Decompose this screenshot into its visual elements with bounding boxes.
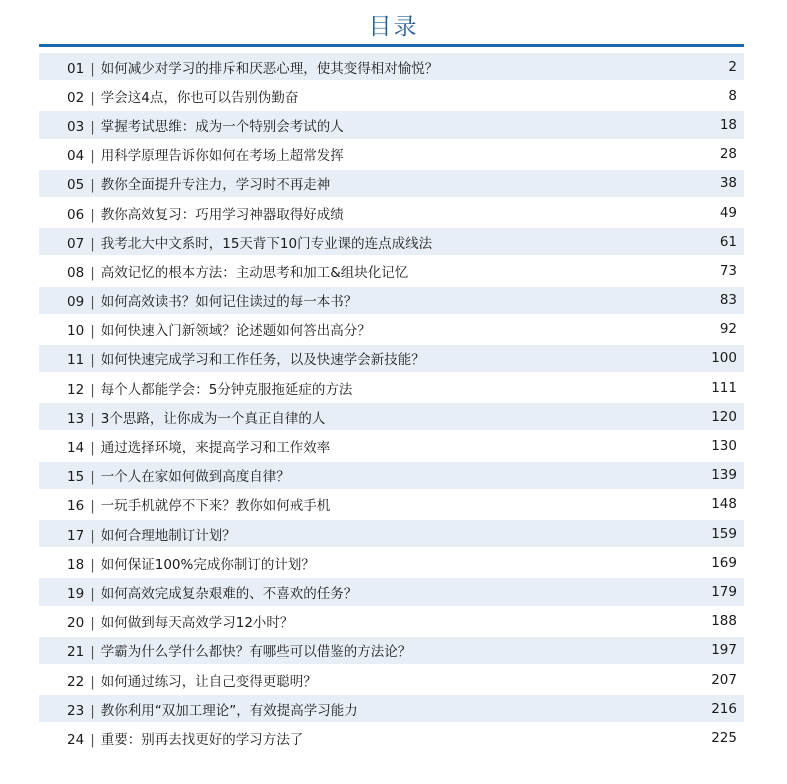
toc-entry-title: 如何快速入门新领域？论述题如何答出高分？ [100, 323, 371, 340]
toc-entry-page-number: 83 [719, 292, 737, 309]
toc-entry-separator: | [90, 323, 95, 340]
toc-entry-number: 17 [67, 527, 85, 544]
toc-entry-title: 教你利用“双加工理论”，有效提高学习能力 [100, 702, 358, 719]
toc-entry-separator: | [90, 527, 95, 544]
toc-entry-number: 14 [67, 440, 85, 457]
toc-entry-separator: | [90, 235, 95, 252]
toc-entry[interactable] [39, 491, 744, 518]
toc-entry-title: 我考北大中文系时，15天背下10门专业课的连点成线法 [100, 235, 433, 252]
toc-entry-title: 高效记忆的根本方法：主动思考和加工&组块化记忆 [100, 264, 409, 281]
toc-entry[interactable] [39, 53, 744, 80]
toc-entry-number: 06 [67, 206, 85, 223]
toc-entry-title: 如何保证100%完成你制订的计划？ [100, 556, 315, 573]
toc-entry-heading [67, 261, 408, 281]
toc-entry-separator: | [90, 118, 95, 135]
toc-entry-page-number: 179 [711, 583, 737, 600]
toc-entry-number: 23 [67, 702, 85, 719]
toc-entry-heading [67, 348, 425, 368]
toc-entry[interactable] [39, 141, 744, 168]
toc-entry-title: 如何做到每天高效学习12小时？ [100, 615, 294, 632]
toc-entry[interactable] [39, 111, 744, 138]
toc-entry-separator: | [90, 89, 95, 106]
toc-entry-number: 21 [67, 644, 85, 661]
toc-entry-separator: | [90, 352, 95, 369]
toc-entry-page-number: 148 [711, 496, 737, 513]
toc-entry[interactable] [39, 257, 744, 284]
toc-entry[interactable] [39, 316, 744, 343]
toc-entry[interactable] [39, 228, 744, 255]
toc-entry-page-number: 216 [711, 700, 737, 717]
toc-entry[interactable] [39, 724, 744, 751]
toc-entry-page-number: 49 [719, 204, 737, 221]
toc-entry-heading [67, 728, 303, 748]
toc-entry[interactable] [39, 520, 744, 547]
toc-entry-heading [67, 232, 432, 252]
toc-entry-title: 一个人在家如何做到高度自律？ [100, 469, 290, 486]
toc-entry-page-number: 38 [719, 175, 737, 192]
toc-entry-heading [67, 173, 330, 193]
toc-entry-number: 18 [67, 556, 85, 573]
toc-entry-number: 15 [67, 469, 85, 486]
toc-entry-page-number: 73 [719, 262, 737, 279]
toc-entry-title: 每个人都能学会：5分钟克服拖延症的方法 [100, 381, 353, 398]
toc-entry[interactable] [39, 403, 744, 430]
toc-entry-page-number: 130 [711, 438, 737, 455]
toc-entry-title: 教你高效复习：巧用学习神器取得好成绩 [100, 206, 344, 223]
toc-entry-title: 3个思路，让你成为一个真正自律的人 [100, 410, 326, 427]
toc-entry-title: 掌握考试思维：成为一个特别会考试的人 [100, 118, 344, 135]
toc-entry-title: 教你全面提升专注力，学习时不再走神 [100, 177, 331, 194]
toc-entry-title: 学会这4点，你也可以告别伪勤奋 [100, 89, 299, 106]
title-divider [39, 44, 744, 47]
page-title: 目录 [368, 14, 419, 40]
toc-entry-separator: | [90, 60, 95, 77]
toc-entry-heading [67, 611, 293, 631]
toc-entry-number: 02 [67, 89, 85, 106]
toc-entry-title: 如何合理地制订计划？ [100, 527, 236, 544]
toc-entry-heading [67, 319, 371, 339]
toc-entry[interactable] [39, 695, 744, 722]
toc-entry-number: 20 [67, 615, 85, 632]
toc-entry-separator: | [90, 177, 95, 194]
toc-entry-title: 如何高效完成复杂艰难的、不喜欢的任务？ [100, 585, 358, 602]
toc-entry[interactable] [39, 287, 744, 314]
toc-entry-number: 16 [67, 498, 85, 515]
toc-entry-page-number: 188 [711, 613, 737, 630]
toc-entry-separator: | [90, 148, 95, 165]
toc-entry-separator: | [90, 644, 95, 661]
toc-entry[interactable] [39, 345, 744, 372]
toc-entry-separator: | [90, 498, 95, 515]
toc-entry-page-number: 92 [719, 321, 737, 338]
toc-entry[interactable] [39, 199, 744, 226]
toc-entry-separator: | [90, 585, 95, 602]
toc-entry-number: 04 [67, 148, 85, 165]
toc-entry-heading [67, 407, 325, 427]
table-of-contents [39, 53, 744, 754]
toc-entry-title: 用科学原理告诉你如何在考场上超常发挥 [100, 148, 344, 165]
toc-entry-title: 学霸为什么学什么都快？有哪些可以借鉴的方法论？ [100, 644, 412, 661]
toc-entry-title: 一玩手机就停不下来？教你如何戒手机 [100, 498, 331, 515]
toc-entry[interactable] [39, 608, 744, 635]
toc-entry[interactable] [39, 549, 744, 576]
toc-entry-separator: | [90, 469, 95, 486]
toc-entry-heading [67, 524, 236, 544]
toc-entry-title: 如何快速完成学习和工作任务，以及快速学会新技能？ [100, 352, 425, 369]
toc-entry-heading [67, 86, 298, 106]
toc-entry-page-number: 197 [711, 642, 737, 659]
toc-entry[interactable] [39, 578, 744, 605]
toc-entry-number: 03 [67, 118, 85, 135]
toc-entry-separator: | [90, 206, 95, 223]
toc-entry-title: 如何通过练习，让自己变得更聪明？ [100, 673, 317, 690]
toc-entry-separator: | [90, 381, 95, 398]
toc-entry-heading [67, 436, 330, 456]
toc-entry-page-number: 207 [711, 671, 737, 688]
toc-entry[interactable] [39, 462, 744, 489]
toc-entry-heading [67, 290, 357, 310]
toc-entry-page-number: 61 [719, 233, 737, 250]
toc-entry-separator: | [90, 264, 95, 281]
toc-entry-separator: | [90, 702, 95, 719]
toc-entry-separator: | [90, 731, 95, 748]
toc-entry-number: 01 [67, 60, 85, 77]
toc-entry-number: 07 [67, 235, 85, 252]
toc-entry-number: 11 [67, 352, 85, 369]
toc-entry-heading [67, 670, 317, 690]
toc-entry-separator: | [90, 440, 95, 457]
toc-entry-heading [67, 115, 344, 135]
toc-entry-heading [67, 57, 438, 77]
toc-entry-page-number: 2 [728, 58, 737, 75]
toc-entry-title: 如何高效读书？如何记住读过的每一本书？ [100, 294, 358, 311]
toc-entry-page-number: 139 [711, 467, 737, 484]
toc-entry-title: 重要：别再去找更好的学习方法了 [100, 731, 304, 748]
toc-entry-heading [67, 553, 315, 573]
toc-entry-title: 通过选择环境，来提高学习和工作效率 [100, 440, 331, 457]
toc-entry-separator: | [90, 410, 95, 427]
toc-entry-heading [67, 465, 290, 485]
toc-entry[interactable] [39, 637, 744, 664]
toc-entry[interactable] [39, 432, 744, 459]
toc-entry-number: 09 [67, 294, 85, 311]
toc-entry-page-number: 169 [711, 554, 737, 571]
toc-entry-number: 08 [67, 264, 85, 281]
toc-entry-heading [67, 582, 357, 602]
toc-entry[interactable] [39, 374, 744, 401]
toc-entry[interactable] [39, 666, 744, 693]
toc-entry-page-number: 100 [711, 350, 737, 367]
toc-entry[interactable] [39, 170, 744, 197]
toc-entry-page-number: 225 [711, 729, 737, 746]
toc-entry-heading [67, 203, 344, 223]
toc-entry-number: 22 [67, 673, 85, 690]
toc-entry-number: 19 [67, 585, 85, 602]
toc-entry-heading [67, 640, 411, 660]
toc-entry-number: 05 [67, 177, 85, 194]
toc-entry-heading [67, 144, 344, 164]
toc-entry-page-number: 159 [711, 525, 737, 542]
toc-entry-separator: | [90, 294, 95, 311]
toc-entry-heading [67, 494, 330, 514]
toc-entry-title: 如何减少对学习的排斥和厌恶心理，使其变得相对愉悦？ [100, 60, 439, 77]
toc-entry-page-number: 111 [711, 379, 737, 396]
toc-entry-page-number: 18 [719, 116, 737, 133]
toc-entry-number: 10 [67, 323, 85, 340]
toc-entry-number: 13 [67, 410, 85, 427]
toc-entry-separator: | [90, 673, 95, 690]
toc-entry-heading [67, 378, 352, 398]
toc-entry-heading [67, 699, 358, 719]
toc-entry-number: 12 [67, 381, 85, 398]
toc-entry-page-number: 8 [728, 87, 737, 104]
toc-entry-page-number: 120 [711, 408, 737, 425]
toc-entry[interactable] [39, 82, 744, 109]
toc-entry-separator: | [90, 615, 95, 632]
toc-entry-number: 24 [67, 731, 85, 748]
toc-entry-page-number: 28 [719, 146, 737, 163]
toc-entry-separator: | [90, 556, 95, 573]
